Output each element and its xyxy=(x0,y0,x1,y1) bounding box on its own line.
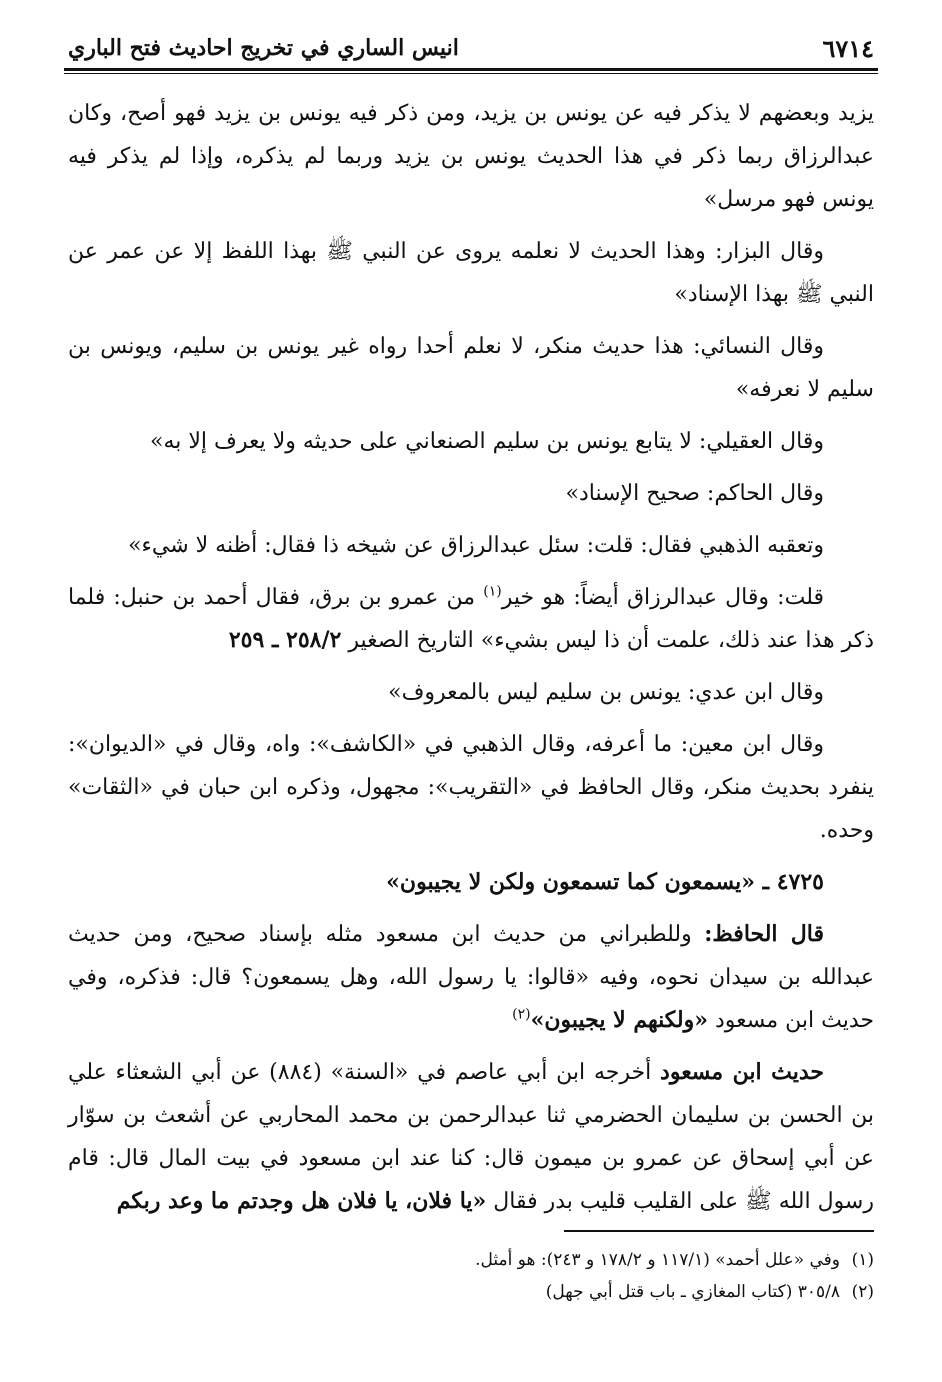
footnote-separator xyxy=(564,1230,874,1232)
footnote-text: ٣٠٥/٨ (كتاب المغازي ـ باب قتل أبي جهل) xyxy=(545,1282,840,1302)
footnote-mark: (٢) xyxy=(851,1282,874,1302)
footnote-ref: (١) xyxy=(483,583,502,600)
text-run: وللطبراني من حديث ابن مسعود مثله بإسناد صحيح، ومن حديث عبدالله بن سيدان نحوه، وفيه «قالوا: يا رسول الله، وهل يسمعون؟ قال: فذكره، وفي حديث ابن مسعود xyxy=(68,922,874,1033)
paragraph xyxy=(68,913,874,1042)
hadith-heading: ٤٧٢٥ ـ «يسمعون كما تسمعون ولكن لا يجيبون» xyxy=(386,869,824,895)
paragraph: وقال العقيلي: لا يتابع يونس بن سليم الصنعاني على حديثه ولا يعرف إلا به» xyxy=(150,429,824,454)
paragraph: وقال الحاكم: صحيح الإسناد» xyxy=(565,481,824,506)
paragraph: وقال ابن معين: ما أعرفه، وقال الذهبي في «الكاشف»: واه، وقال في «الديوان»: ينفرد بحديث منكر، وقال الحافظ في «التقريب»: مجهول، وذكره ابن حبان في «الثقات» وحده. xyxy=(68,732,874,843)
label-bold: قال الحافظ: xyxy=(704,921,825,947)
text-run: من عمرو بن برق، فقال أحمد بن حنبل: فلما ذكر هذا عند ذلك، علمت أن ذا ليس بشيء» التاريخ الصغير xyxy=(68,585,874,653)
page-number: ٦٧١٤ xyxy=(822,33,874,63)
footnote xyxy=(68,1276,874,1308)
citation-pages: ٢٥٨/٢ ـ ٢٥٩ xyxy=(228,627,342,653)
paragraph: وتعقبه الذهبي فقال: قلت: سئل عبدالرزاق عن شيخه ذا فقال: أظنه لا شيء» xyxy=(128,533,824,558)
paragraph: وقال البزار: وهذا الحديث لا نعلمه يروى عن النبي ﷺ بهذا اللفظ إلا عن عمر عن النبي ﷺ بهذا الإسناد» xyxy=(68,239,874,307)
footnote xyxy=(68,1244,874,1276)
paragraph: وقال ابن عدي: يونس بن سليم ليس بالمعروف» xyxy=(388,680,824,705)
footnote-ref: (٢) xyxy=(512,1006,531,1023)
running-title: انيس الساري في تخريج احاديث فتح الباري xyxy=(68,35,459,61)
header-rule xyxy=(64,68,878,71)
text-run: أخرجه ابن أبي عاصم في «السنة» (٨٨٤) عن أبي الشعثاء علي بن الحسن بن سليمان الحضرمي ثنا عبدالرحمن بن محمد المحاربي عن أشعث بن سوّار عن أبي إسحاق عن عمرو بن ميمون قال: كنا عند ابن مسعود في بيت المال قال: قام رسول الله ﷺ على القليب قليب بدر فقال xyxy=(68,1060,874,1214)
paragraph xyxy=(68,1051,874,1223)
footnote-mark: (١) xyxy=(851,1250,874,1270)
text-run: قلت: وقال عبدالرزاق أيضاً: هو خير xyxy=(501,585,824,610)
quote-bold: «يا فلان، يا فلان هل وجدتم ما وعد ربكم xyxy=(116,1188,487,1214)
page-body xyxy=(68,92,874,1232)
quote-bold: «ولكنهم لا يجيبون» xyxy=(530,1007,708,1033)
page-header xyxy=(68,28,874,68)
paragraph xyxy=(68,576,874,662)
footnotes xyxy=(68,1244,874,1308)
header-rule-thin xyxy=(64,73,878,74)
footnote-text: وفي «علل أحمد» (١١٧/١ و ١٧٨/٢ و ٢٤٣): هو أمثل. xyxy=(475,1250,840,1270)
paragraph: وقال النسائي: هذا حديث منكر، لا نعلم أحدا رواه غير يونس بن سليم، ويونس بن سليم لا نعرفه» xyxy=(68,334,874,402)
label-bold: حديث ابن مسعود xyxy=(660,1059,825,1085)
paragraph: يزيد وبعضهم لا يذكر فيه عن يونس بن يزيد، ومن ذكر فيه يونس بن يزيد فهو أصح، وكان عبدالرزاق ربما ذكر في هذا الحديث يونس بن يزيد وربما لم يذكره، وإذا لم يذكر فيه يونس فهو مرسل» xyxy=(68,101,874,212)
